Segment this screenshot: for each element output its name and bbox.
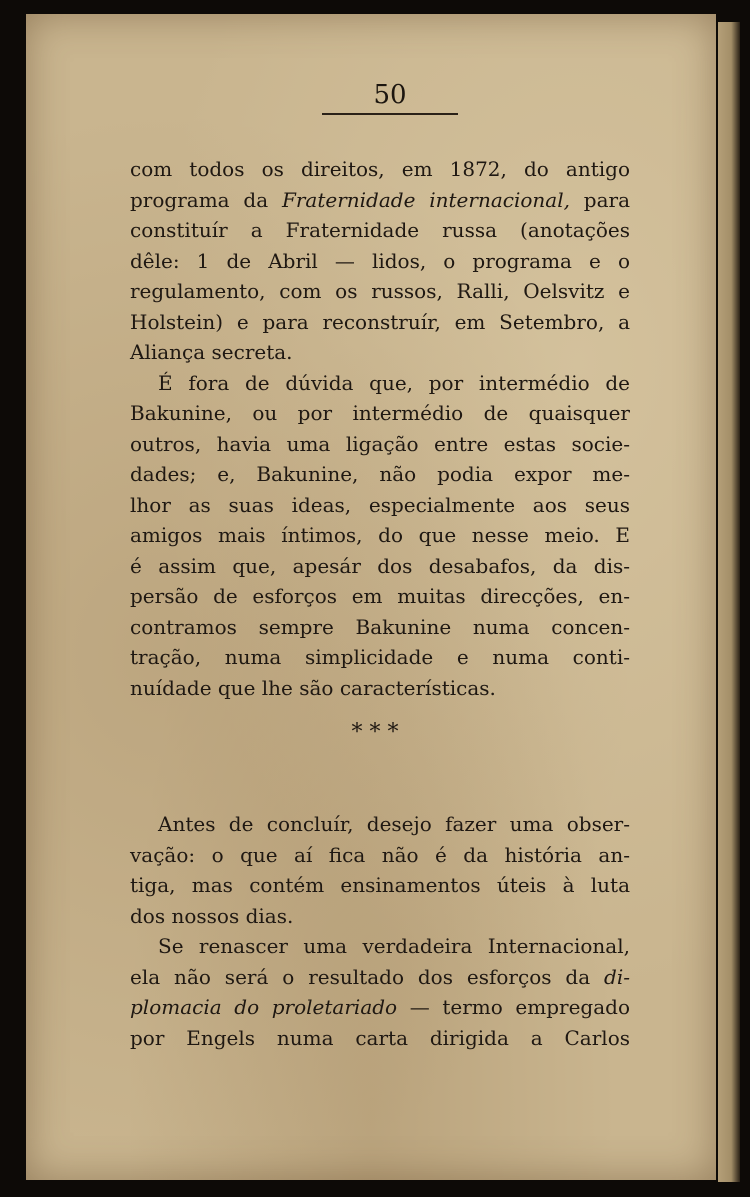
text-line: contramos sempre Bakunine numa concen- xyxy=(130,614,630,639)
text-line: tração, numa simplicidade e numa conti- xyxy=(130,645,630,669)
paragraph-internacional xyxy=(130,931,630,1053)
text-line: regulamento, com os russos, Ralli, Oelsvitz e xyxy=(130,279,630,303)
text-line: é assim que, apesár dos desabafos, da dis- xyxy=(130,553,630,578)
paragraph-bakunine xyxy=(130,368,630,704)
paragraph-continuation xyxy=(130,154,630,368)
text-line: com todos os direitos, em 1872, do antigo xyxy=(130,157,630,181)
text-line: nuídade que lhe são características. xyxy=(130,675,496,700)
text-line: programa da Fraternidade internacional, para xyxy=(130,187,630,212)
italic-text: plomacia do proletariado xyxy=(130,995,398,1019)
text-line: Holstein) e para reconstruír, em Setembro, a xyxy=(130,309,630,334)
section-separator xyxy=(320,722,430,744)
text-line: lhor as suas ideas, especialmente aos seus xyxy=(130,492,630,517)
header-rule xyxy=(322,113,458,115)
text-line: outros, havia uma ligação entre estas socie- xyxy=(130,431,630,456)
asterism: * * * xyxy=(351,720,399,745)
text-line: Bakunine, ou por intermédio de quaisquer xyxy=(130,401,630,425)
text-line: dos nossos dias. xyxy=(130,903,294,928)
text-line: dêle: 1 de Abril — lidos, o programa e o xyxy=(130,248,630,273)
text-line: por Engels numa carta dirigida a Carlos xyxy=(130,1025,630,1050)
text-line: É fora de dúvida que, por intermédio de xyxy=(158,370,630,395)
page-edge xyxy=(718,22,740,1182)
text-line: Se renascer uma verdadeira Internacional, xyxy=(158,934,630,958)
page-number: 50 xyxy=(373,80,407,110)
italic-text: Fraternidade internacional, xyxy=(281,187,570,212)
text-line: dades; e, Bakunine, não podia expor me- xyxy=(130,462,630,486)
text-line: persão de esforços em muitas direcções, en- xyxy=(130,584,630,608)
text-block-top xyxy=(130,154,630,703)
text-block-bottom xyxy=(130,809,630,1053)
text-line: vação: o que aí fica não é da história an- xyxy=(130,842,630,867)
text-line: ela não será o resultado dos esforços da di- xyxy=(130,964,630,989)
text-line: Aliança secreta. xyxy=(130,340,293,364)
text-line: amigos mais íntimos, do que nesse meio. E xyxy=(130,523,630,547)
paragraph-observation xyxy=(130,809,630,931)
text-line: tiga, mas contém ensinamentos úteis à luta xyxy=(130,873,630,897)
text-line: constituír a Fraternidade russa (anotações xyxy=(130,218,630,242)
text-line: plomacia do proletariado — termo empregado xyxy=(130,995,631,1019)
italic-text: di- xyxy=(604,964,630,989)
text-line: Antes de concluír, desejo fazer uma obser- xyxy=(158,812,630,836)
